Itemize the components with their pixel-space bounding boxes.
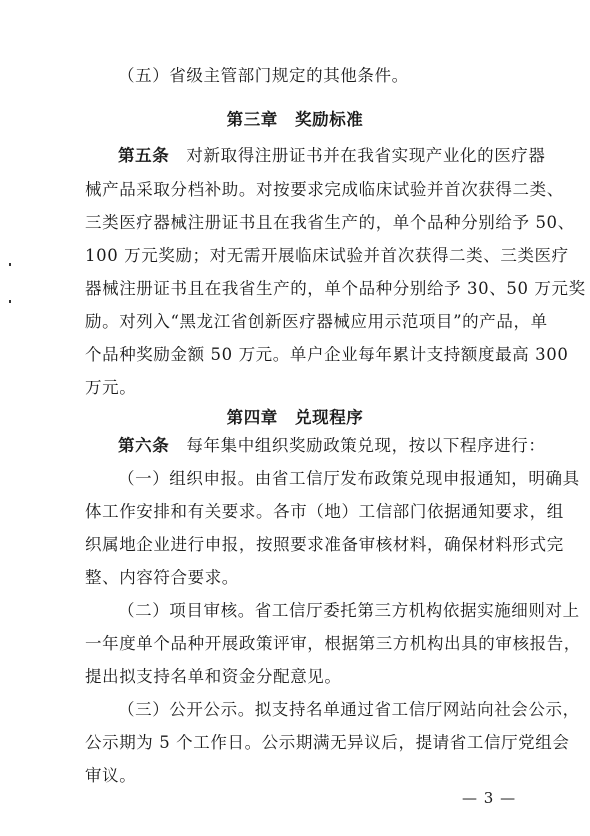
- article-5-text-6: 励。对列入“黑龙江省创新医疗器械应用示范项目”的产品，单: [85, 312, 548, 331]
- article-6-first-line: [118, 436, 546, 456]
- procedure-1-line-4: 整、内容符合要求。: [85, 568, 239, 587]
- item-five: （五）省级主管部门规定的其他条件。: [118, 66, 409, 85]
- article-5-text-5: 器械注册证书且在我省生产的，单个品种分别给予 30、50 万元奖: [85, 279, 586, 298]
- procedure-1-line-2: 体工作安排和有关要求。各市（地）工信部门依据通知要求，组: [85, 502, 564, 521]
- article-5-text-1: 对新取得注册证书并在我省实现产业化的医疗器: [169, 146, 546, 165]
- procedure-3-line-2: 公示期为 5 个工作日。公示期满无异议后，提请省工信厅党组会: [85, 733, 570, 752]
- binding-mark-bottom: [9, 300, 11, 303]
- article-6-text-1: 每年集中组织奖励政策兑现，按以下程序进行：: [169, 436, 546, 455]
- chapter-3-heading: 第三章 奖励标准: [226, 110, 364, 129]
- article-5-first-line: [118, 146, 546, 166]
- procedure-2-line-3: 提出拟支持名单和资金分配意见。: [85, 667, 342, 686]
- procedure-2-line-1: （二）项目审核。省工信厅委托第三方机构依据实施细则对上: [118, 601, 580, 620]
- article-5-text-3: 三类医疗器械注册证书且在我省生产的，单个品种分别给予 50、: [85, 213, 575, 232]
- article-5-text-7: 个品种奖励金额 50 万元。单户企业每年累计支持额度最高 300: [85, 345, 569, 364]
- article-5-text-8: 万元。: [85, 378, 137, 397]
- binding-mark-top: [9, 263, 11, 266]
- page-number: — 3 —: [462, 789, 517, 807]
- article-5-text-4: 100 万元奖励；对无需开展临床试验并首次获得二类、三类医疗: [85, 246, 569, 265]
- procedure-3-line-1: （三）公开公示。拟支持名单通过省工信厅网站向社会公示，: [118, 700, 580, 719]
- chapter-4-heading: 第四章 兑现程序: [226, 408, 364, 427]
- procedure-1-line-1: （一）组织申报。由省工信厅发布政策兑现申报通知，明确具: [118, 469, 580, 488]
- procedure-3-line-3: 审议。: [85, 766, 137, 785]
- procedure-1-line-3: 织属地企业进行申报，按照要求准备审核材料，确保材料形式完: [85, 535, 564, 554]
- article-5-label: 第五条: [118, 146, 170, 165]
- procedure-2-line-2: 一年度单个品种开展政策评审，根据第三方机构出具的审核报告，: [85, 634, 581, 653]
- article-5-text-2: 械产品采取分档补助。对按要求完成临床试验并首次获得二类、: [85, 180, 564, 199]
- article-6-label: 第六条: [118, 436, 170, 455]
